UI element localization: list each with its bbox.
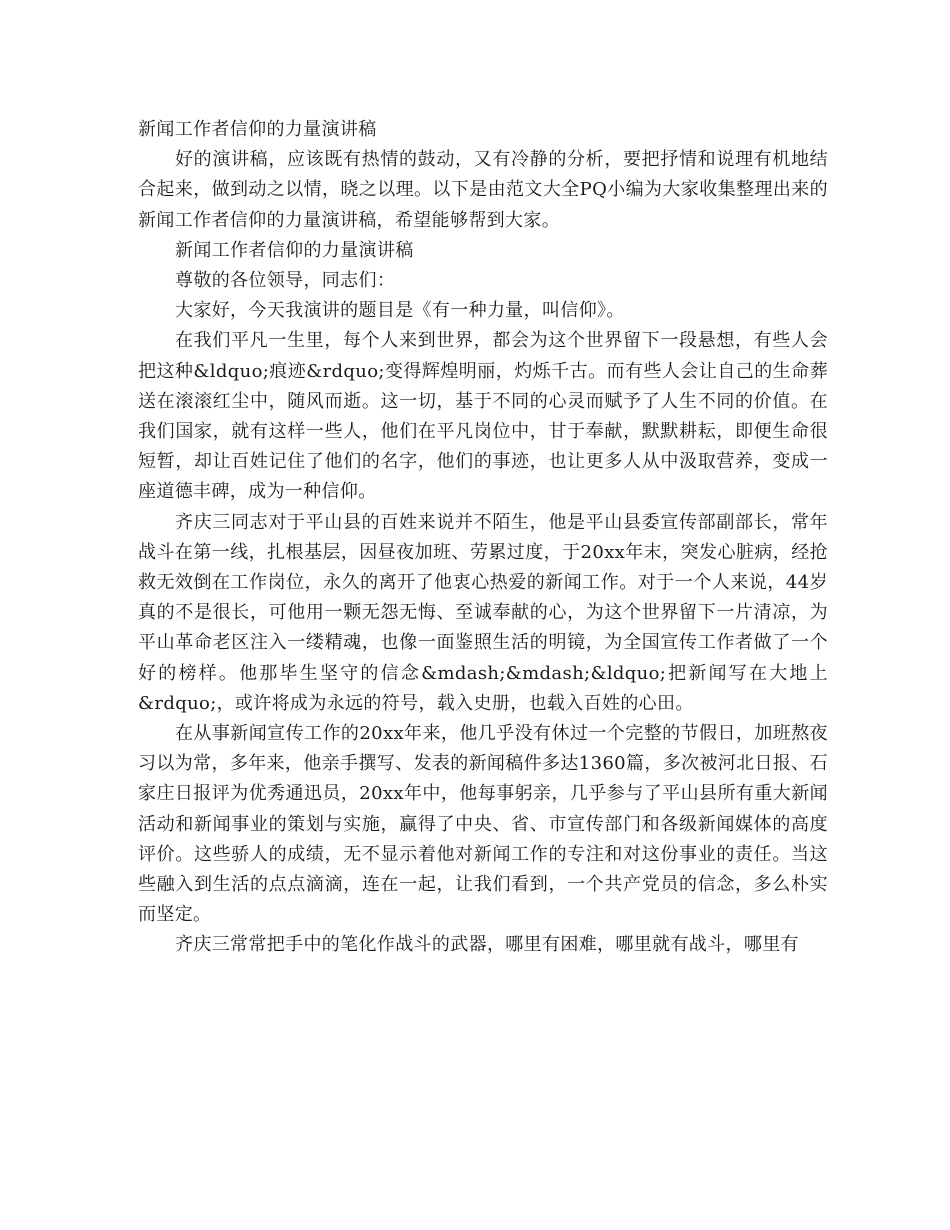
- document-title: 新闻工作者信仰的力量演讲稿: [138, 119, 377, 140]
- paragraph-salutation: 尊敬的各位领导，同志们：: [175, 270, 396, 292]
- paragraph-intro: 好的演讲稿，应该既有热情的鼓动，又有冷静的分析，要把抒情和说理有机地结合起来，做到动之以情，晓之以理。以下是由范文大全PQ小编为大家收集整理出来的新闻工作者信仰的力量演讲稿，希望能够帮到大家。: [138, 149, 828, 231]
- document-page: [138, 115, 828, 961]
- paragraph-body-2: 齐庆三同志对于平山县的百姓来说并不陌生，他是平山县委宣传部副部长，常年战斗在第一线，扎根基层，因昼夜加班、劳累过度，于20xx年末，突发心脏病，经抢救无效倒在工作岗位，永久的离开了他衷心热爱的新闻工作。对于一个人来说，44岁真的不是很长，可他用一颗无怨无悔、至诚奉献的心，为这个世界留下一片清凉，为平山革命老区注入一缕精魂，也像一面鉴照生活的明镜，为全国宣传工作者做了一个好的榜样。他那毕生坚守的信念&mdash;&mdash;&ldquo;把新闻写在大地上&rdquo;，或许将成为永远的符号，载入史册，也载入百姓的心田。: [138, 511, 828, 714]
- paragraph-greeting: 大家好，今天我演讲的题目是《有一种力量，叫信仰》。: [175, 300, 625, 322]
- paragraph-subtitle: 新闻工作者信仰的力量演讲稿: [175, 239, 414, 261]
- paragraph-body-1: 在我们平凡一生里，每个人来到世界，都会为这个世界留下一段悬想，有些人会把这种&ldquo;痕迹&rdquo;变得辉煌明丽，灼烁千古。而有些人会让自己的生命葬送在滚滚红尘中，随风而逝。这一切，基于不同的心灵而赋予了人生不同的价值。在我们国家，就有这样一些人，他们在平凡岗位中，甘于奉献，默默耕耘，即便生命很短暂，却让百姓记住了他们的名字，他们的事迹，也让更多人从中汲取营养，变成一座道德丰碑，成为一种信仰。: [138, 330, 828, 503]
- paragraph-body-4: 齐庆三常常把手中的笔化作战斗的武器，哪里有困难，哪里就有战斗，哪里有: [175, 934, 799, 956]
- paragraph-body-3: 在从事新闻宣传工作的20xx年来，他几乎没有休过一个完整的节假日，加班熬夜习以为常，多年来，他亲手撰写、发表的新闻稿件多达1360篇，多次被河北日报、石家庄日报评为优秀通迅员，20xx年中，他每事躬亲，几乎参与了平山县所有重大新闻活动和新闻事业的策划与实施，赢得了中央、省、市宣传部门和各级新闻媒体的高度评价。这些骄人的成绩，无不显示着他对新闻工作的专注和对这份事业的责任。当这些融入到生活的点点滴滴，连在一起，让我们看到，一个共产党员的信念，多么朴实而坚定。: [138, 723, 828, 926]
